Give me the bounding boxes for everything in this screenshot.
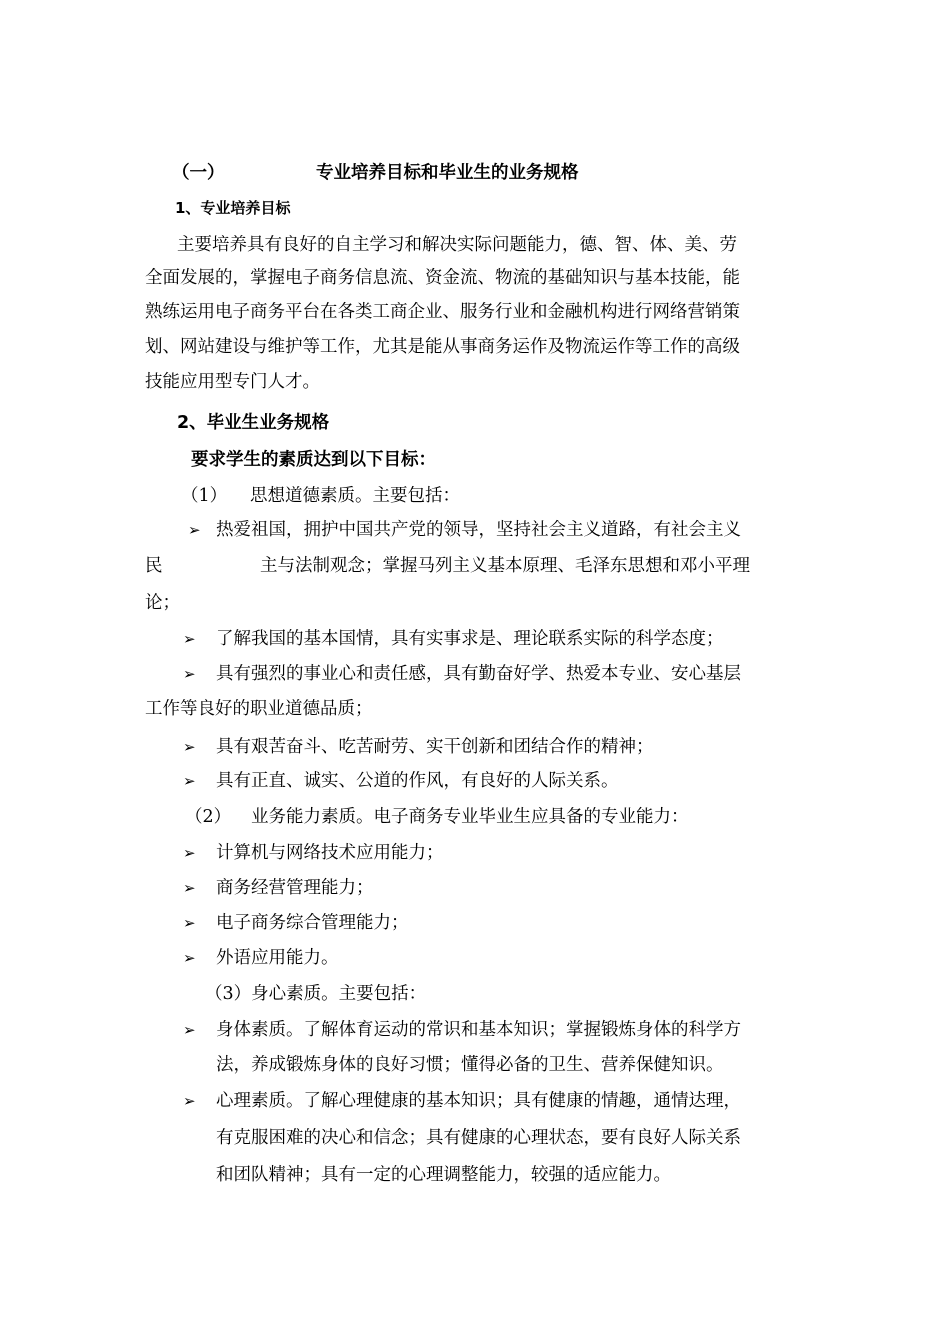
- q1-b2: 了解我国的基本国情，具有实事求是、理论联系实际的科学态度；: [216, 629, 724, 649]
- q1-b1-line-3: 论；: [145, 593, 180, 613]
- bullet-icon: ➢: [183, 879, 196, 897]
- q2-item-3: 电子商务综合管理能力；: [216, 913, 409, 933]
- q3-label: （3）身心素质。主要包括：: [205, 984, 427, 1004]
- s1-line-4: 划、网站建设与维护等工作，尤其是能从事商务运作及物流运作等工作的高级: [145, 337, 740, 357]
- q1-number: （1）: [181, 486, 228, 506]
- q3-body-line-1: 身体素质。了解体育运动的常识和基本知识；掌握锻炼身体的科学方: [216, 1020, 741, 1040]
- s2-subheading: 要求学生的素质达到以下目标：: [191, 450, 436, 470]
- s2-heading: 2、毕业生业务规格: [177, 413, 330, 433]
- s1-line-2: 全面发展的，掌握电子商务信息流、资金流、物流的基础知识与基本技能，能: [145, 268, 740, 288]
- q3-mind-line-3: 和团队精神；具有一定的心理调整能力，较强的适应能力。: [216, 1165, 671, 1185]
- q1-b1-line-2b: 主与法制观念；掌握马列主义基本原理、毛泽东思想和邓小平理: [260, 556, 750, 576]
- q1-b5: 具有正直、诚实、公道的作风，有良好的人际关系。: [216, 771, 619, 791]
- q1-b3-line-1: 具有强烈的事业心和责任感，具有勤奋好学、热爱本专业、安心基层: [216, 664, 741, 684]
- q1-b3-line-2: 工作等良好的职业道德品质；: [145, 699, 373, 719]
- bullet-icon: ➢: [183, 914, 196, 932]
- q2-label: 业务能力素质。电子商务专业毕业生应具备的专业能力：: [251, 807, 689, 827]
- q3-mind-line-2: 有克服困难的决心和信念；具有健康的心理状态，要有良好人际关系: [216, 1128, 741, 1148]
- q3-body-line-2: 法，养成锻炼身体的良好习惯；懂得必备的卫生、营养保健知识。: [216, 1055, 724, 1075]
- bullet-icon: ➢: [183, 630, 196, 648]
- bullet-icon: ➢: [183, 1092, 196, 1110]
- s1-line-1: 主要培养具有良好的自主学习和解决实际问题能力，德、智、体、美、劳: [177, 235, 737, 255]
- section-number: （一）: [172, 163, 225, 183]
- q2-item-4: 外语应用能力。: [216, 948, 339, 968]
- q1-b1-line-1: 热爱祖国，拥护中国共产党的领导，坚持社会主义道路，有社会主义: [216, 520, 741, 540]
- bullet-icon: ➢: [188, 521, 201, 539]
- q2-item-2: 商务经营管理能力；: [216, 878, 374, 898]
- q1-b1-line-2a: 民: [145, 556, 163, 576]
- section-title: 专业培养目标和毕业生的业务规格: [316, 163, 579, 183]
- s1-line-3: 熟练运用电子商务平台在各类工商企业、服务行业和金融机构进行网络营销策: [145, 302, 740, 322]
- bullet-icon: ➢: [183, 665, 196, 683]
- s1-line-5: 技能应用型专门人才。: [145, 372, 320, 392]
- bullet-icon: ➢: [183, 772, 196, 790]
- q2-number: （2）: [185, 807, 232, 827]
- s1-heading: 1、专业培养目标: [175, 199, 291, 217]
- bullet-icon: ➢: [183, 949, 196, 967]
- q2-item-1: 计算机与网络技术应用能力；: [216, 843, 444, 863]
- bullet-icon: ➢: [183, 844, 196, 862]
- bullet-icon: ➢: [183, 1021, 196, 1039]
- q1-b4: 具有艰苦奋斗、吃苦耐劳、实干创新和团结合作的精神；: [216, 737, 654, 757]
- q1-label: 思想道德素质。主要包括：: [250, 486, 460, 506]
- q3-mind-line-1: 心理素质。了解心理健康的基本知识；具有健康的情趣，通情达理，: [216, 1091, 741, 1111]
- bullet-icon: ➢: [183, 738, 196, 756]
